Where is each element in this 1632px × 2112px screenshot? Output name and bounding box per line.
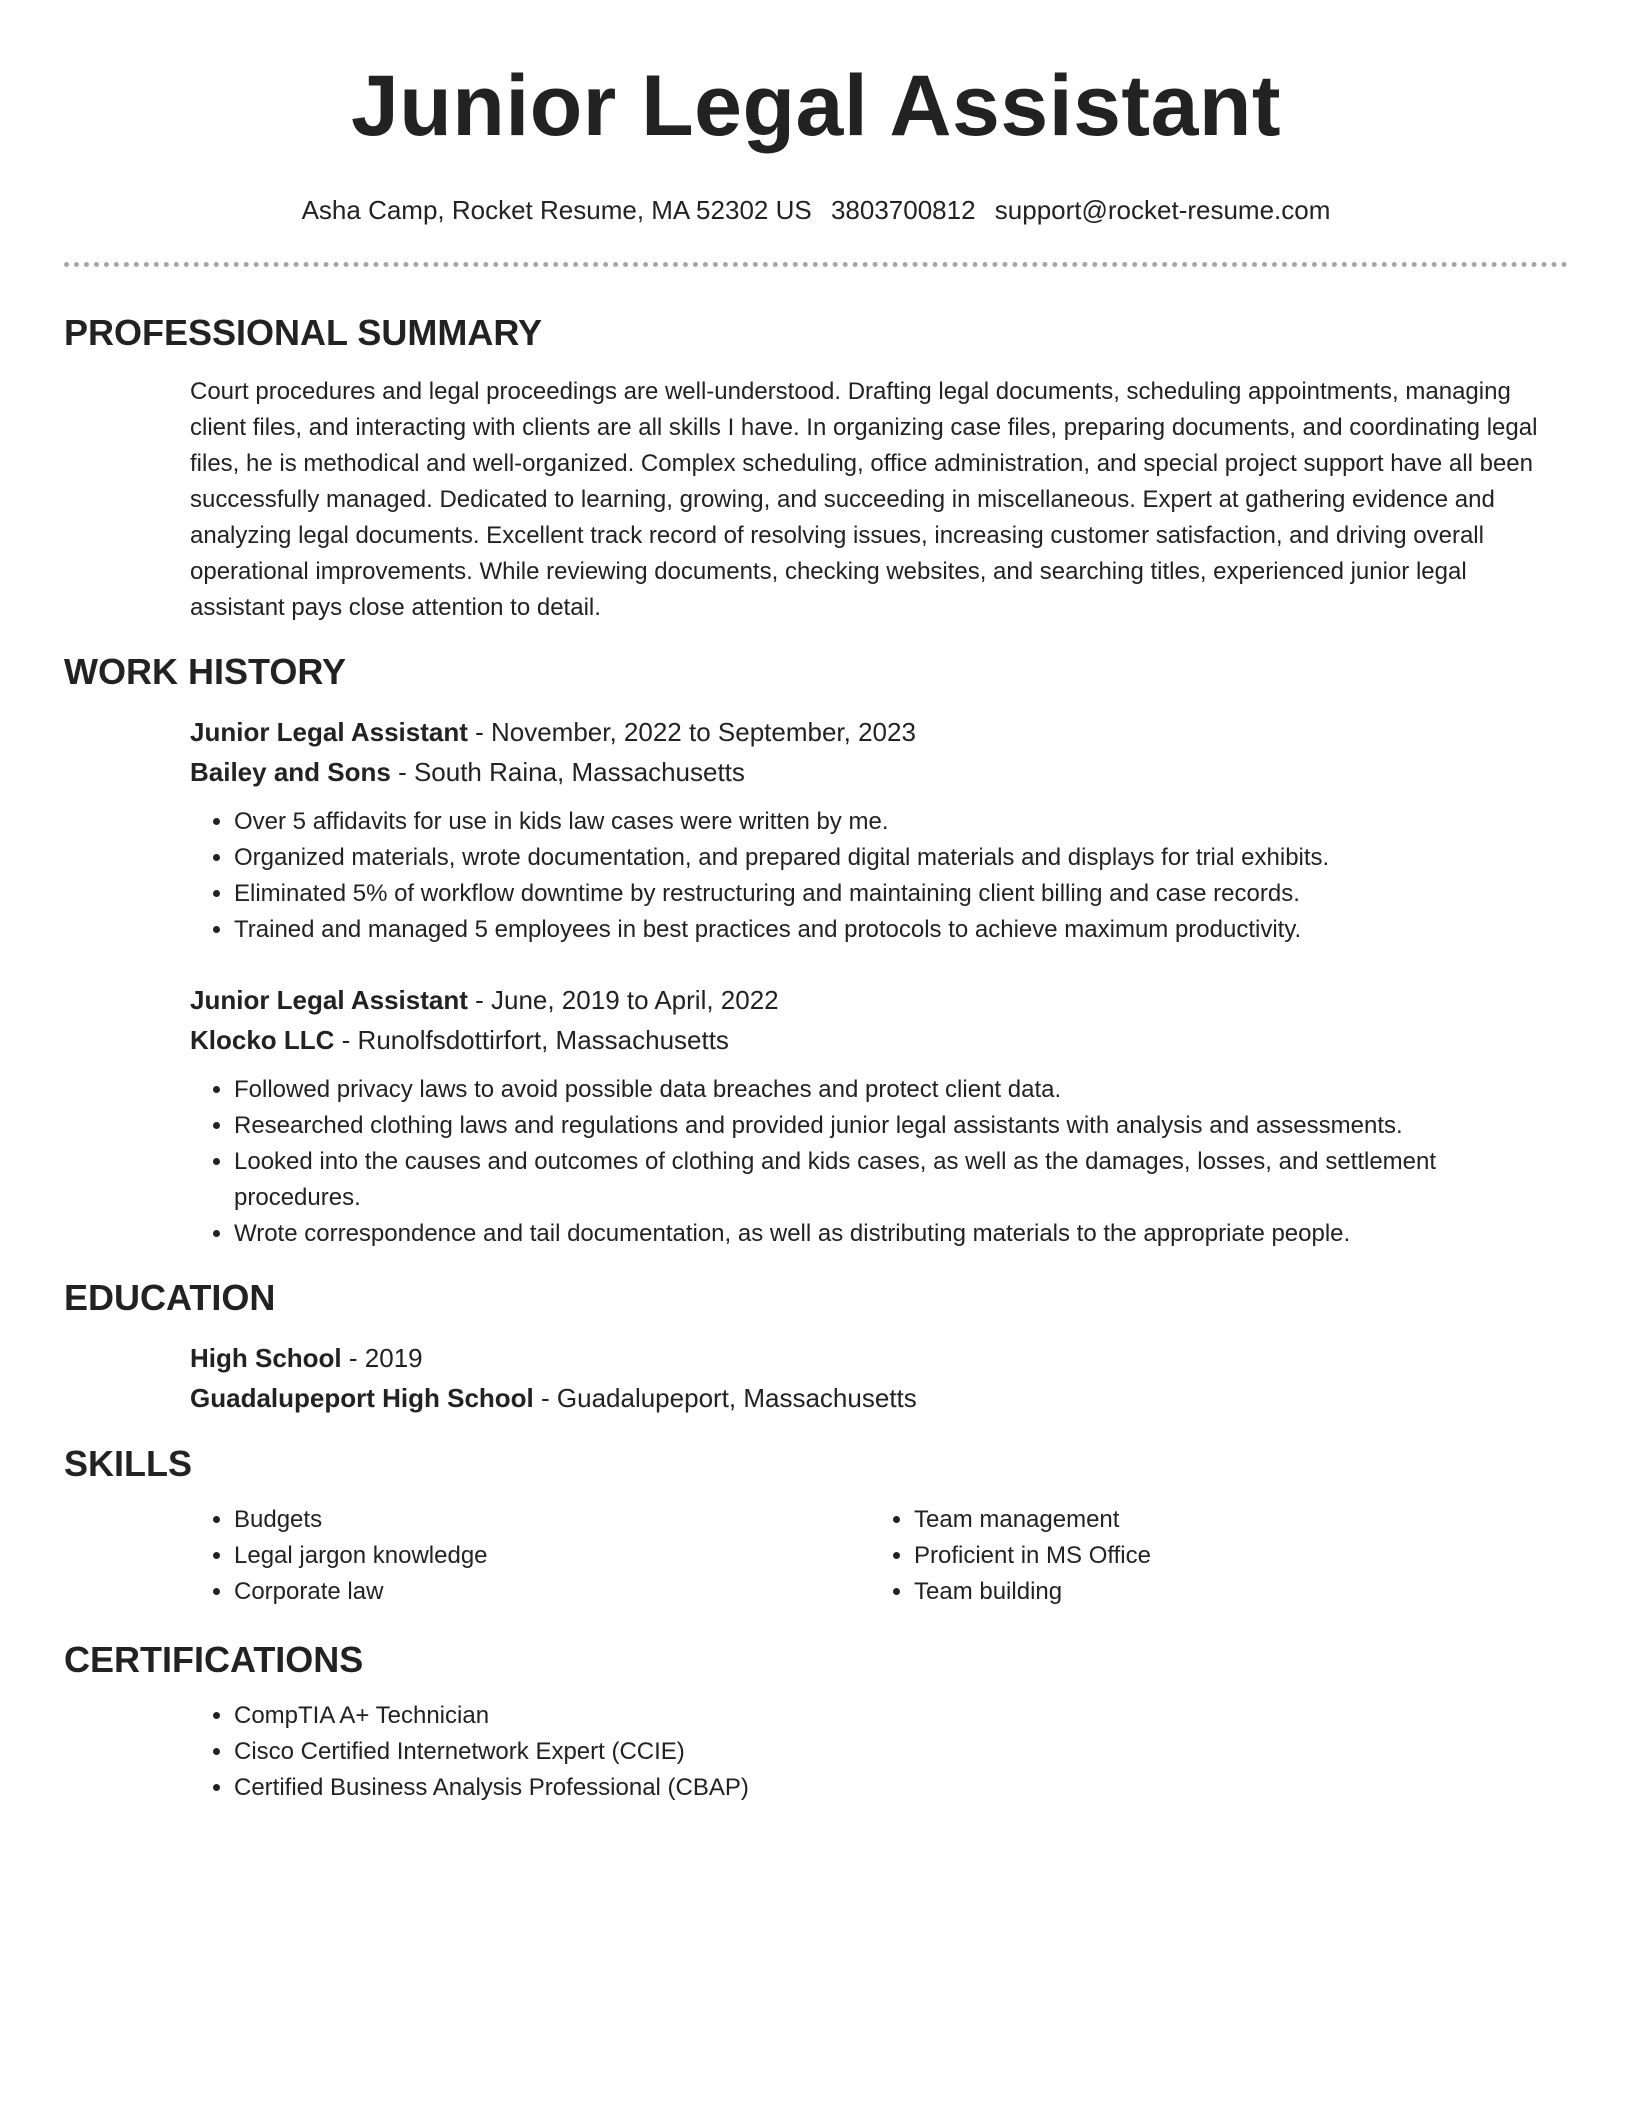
job-bullets (190, 1072, 1568, 1252)
job-bullet: • Eliminated 5% of workflow downtime by restructuring and maintaining client billing and case records. (234, 876, 1568, 912)
resume-title: Junior Legal Assistant (350, 58, 1282, 154)
job-title-line (190, 980, 1568, 1020)
skills-section (64, 1502, 1568, 1610)
job-bullet: • Researched clothing laws and regulations and provided junior legal assistants with analysis and assessments. (234, 1108, 1568, 1144)
summary-text: Court procedures and legal proceedings are well-understood. Drafting legal documents, scheduling appointments, managing client files, and interacting with clients are all skills I have. In organizing case files, preparing documents, and coordinating legal files, he is methodical and well-organized. Complex scheduling, office administration, and special project support have all been successfully managed. Dedicated to learning, growing, and succeeding in miscellaneous. Expert at gathering evidence and analyzing legal documents. Excellent track record of resolving issues, increasing customer satisfaction, and driving overall operational improvements. While reviewing documents, checking websites, and searching titles, experienced junior legal assistant pays close attention to detail. (190, 378, 1538, 621)
job-company: Klocko LLC (190, 1025, 335, 1055)
job-title-line (190, 712, 1568, 752)
skill-item: • Budgets (234, 1502, 870, 1538)
summary-section (64, 374, 1568, 626)
job-bullet: • Followed privacy laws to avoid possible data breaches and protect client data. (234, 1072, 1568, 1108)
certification-item: • Cisco Certified Internetwork Expert (CCIE) (234, 1734, 1568, 1770)
work-history-section (64, 712, 1568, 1252)
skill-item: • Team management (914, 1502, 1550, 1538)
work-history-heading: WORK HISTORY (64, 651, 347, 692)
job-bullet: • Wrote correspondence and tail documentation, as well as distributing materials to the appropriate people. (234, 1216, 1568, 1252)
skill-item: • Proficient in MS Office (914, 1538, 1550, 1574)
skills-column-right (870, 1502, 1550, 1610)
contact-email: support@rocket-resume.com (994, 195, 1331, 225)
job-location: - Runolfsdottirfort, Massachusetts (334, 1025, 729, 1055)
skills-list-left (190, 1502, 870, 1610)
certifications-section (64, 1698, 1568, 1806)
job-entry (190, 980, 1568, 1252)
job-entry (190, 712, 1568, 948)
job-location: - South Raina, Massachusetts (390, 757, 745, 787)
degree-year: - 2019 (341, 1343, 423, 1373)
skills-column-left (190, 1502, 870, 1610)
school-line (190, 1378, 1568, 1418)
job-bullet: • Organized materials, wrote documentation, and prepared digital materials and displays for trial exhibits. (234, 840, 1568, 876)
degree-line (190, 1338, 1568, 1378)
header-divider (64, 262, 1568, 267)
skill-item: • Legal jargon knowledge (234, 1538, 870, 1574)
job-title: Junior Legal Assistant (190, 717, 468, 747)
skills-heading: SKILLS (64, 1443, 193, 1484)
education-heading: EDUCATION (64, 1277, 276, 1318)
job-bullets (190, 804, 1568, 948)
job-company: Bailey and Sons (190, 757, 391, 787)
job-bullet: • Looked into the causes and outcomes of clothing and kids cases, as well as the damages, losses, and settlement procedures. (234, 1144, 1568, 1216)
contact-line (64, 192, 1568, 228)
school-location: - Guadalupeport, Massachusetts (533, 1383, 917, 1413)
skill-item: • Corporate law (234, 1574, 870, 1610)
education-section (64, 1338, 1568, 1418)
certifications-heading: CERTIFICATIONS (64, 1639, 364, 1680)
skills-list-right (870, 1502, 1550, 1610)
job-company-line (190, 752, 1568, 792)
certification-item: • Certified Business Analysis Professional (CBAP) (234, 1770, 1568, 1806)
job-title: Junior Legal Assistant (190, 985, 468, 1015)
job-dates: - November, 2022 to September, 2023 (467, 717, 916, 747)
job-bullet: • Over 5 affidavits for use in kids law cases were written by me. (234, 804, 1568, 840)
certifications-list (190, 1698, 1568, 1806)
job-bullet: • Trained and managed 5 employees in best practices and protocols to achieve maximum productivity. (234, 912, 1568, 948)
contact-address: Asha Camp, Rocket Resume, MA 52302 US (301, 195, 812, 225)
contact-phone: 3803700812 (830, 195, 976, 225)
summary-heading: PROFESSIONAL SUMMARY (64, 312, 543, 353)
school-name: Guadalupeport High School (190, 1383, 534, 1413)
job-company-line (190, 1020, 1568, 1060)
skill-item: • Team building (914, 1574, 1550, 1610)
degree: High School (190, 1343, 342, 1373)
job-dates: - June, 2019 to April, 2022 (467, 985, 779, 1015)
certification-item: • CompTIA A+ Technician (234, 1698, 1568, 1734)
